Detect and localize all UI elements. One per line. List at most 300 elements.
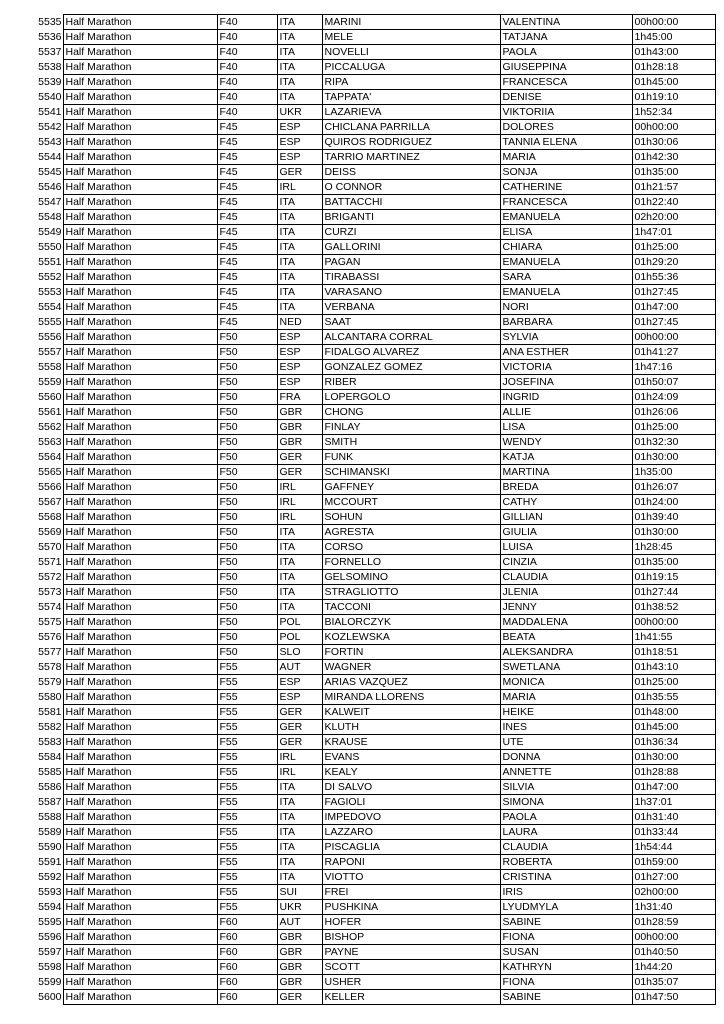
table-row [33,375,715,390]
nationality-cell: ITA [277,870,322,885]
table-row [33,915,715,930]
age-category-cell: F50 [217,465,277,480]
last-name-cell: BRIGANTI [322,210,500,225]
age-category-cell: F60 [217,975,277,990]
last-name-cell: FAGIOLI [322,795,500,810]
last-name-cell: VERBANA [322,300,500,315]
last-name-cell: MELE [322,30,500,45]
race-name-cell: Half Marathon [63,60,217,75]
last-name-cell: KRAUSE [322,735,500,750]
age-category-cell: F45 [217,255,277,270]
finish-time-cell: 01h27:00 [632,870,715,885]
finish-time-cell: 01h25:00 [632,675,715,690]
table-row [33,705,715,720]
race-name-cell: Half Marathon [63,240,217,255]
bib-number-cell: 5543 [38,136,62,148]
last-name-cell: SAAT [322,315,500,330]
nationality-cell: POL [277,615,322,630]
first-name-cell: CLAUDIA [500,840,632,855]
nationality-cell: ITA [277,585,322,600]
nationality-cell: NED [277,315,322,330]
race-name-cell: Half Marathon [63,645,217,660]
nationality-cell: ITA [277,540,322,555]
race-name-cell: Half Marathon [63,960,217,975]
bib-number-cell: 5578 [38,661,62,673]
bib-number-cell: 5579 [38,676,62,688]
table-row [33,240,715,255]
table-row [33,420,715,435]
finish-time-cell: 01h27:44 [632,585,715,600]
table-row [33,510,715,525]
nationality-cell: ESP [277,675,322,690]
race-name-cell: Half Marathon [63,795,217,810]
nationality-cell: GER [277,465,322,480]
race-name-cell: Half Marathon [63,150,217,165]
race-name-cell: Half Marathon [63,885,217,900]
table-row [33,540,715,555]
finish-time-cell: 02h20:00 [632,210,715,225]
race-name-cell: Half Marathon [63,435,217,450]
table-row [33,780,715,795]
first-name-cell: CLAUDIA [500,570,632,585]
nationality-cell: SUI [277,885,322,900]
age-category-cell: F55 [217,720,277,735]
age-category-cell: F55 [217,735,277,750]
first-name-cell: EMANUELA [500,210,632,225]
bib-number-cell: 5582 [38,721,62,733]
race-name-cell: Half Marathon [63,255,217,270]
last-name-cell: KOZLEWSKA [322,630,500,645]
age-category-cell: F55 [217,765,277,780]
last-name-cell: MARINI [322,15,500,30]
bib-number-cell: 5571 [38,556,62,568]
finish-time-cell: 01h22:40 [632,195,715,210]
table-row [33,855,715,870]
bib-number-cell: 5545 [38,166,62,178]
finish-time-cell: 00h00:00 [632,930,715,945]
last-name-cell: LAZARIEVA [322,105,500,120]
age-category-cell: F50 [217,525,277,540]
bib-number-cell: 5575 [38,616,62,628]
first-name-cell: LYUDMYLA [500,900,632,915]
finish-time-cell: 01h19:15 [632,570,715,585]
bib-number-cell: 5539 [38,76,62,88]
race-name-cell: Half Marathon [63,870,217,885]
age-category-cell: F55 [217,750,277,765]
last-name-cell: FUNK [322,450,500,465]
finish-time-cell: 01h35:07 [632,975,715,990]
nationality-cell: GBR [277,420,322,435]
age-category-cell: F55 [217,660,277,675]
bib-number-cell: 5573 [38,586,62,598]
age-category-cell: F50 [217,390,277,405]
table-row [33,315,715,330]
table-row [33,360,715,375]
finish-time-cell: 1h41:55 [632,630,715,645]
age-category-cell: F55 [217,705,277,720]
first-name-cell: CATHERINE [500,180,632,195]
first-name-cell: MONICA [500,675,632,690]
bib-number-cell: 5551 [38,256,62,268]
bib-number-cell: 5561 [38,406,62,418]
race-name-cell: Half Marathon [63,630,217,645]
last-name-cell: EVANS [322,750,500,765]
race-name-cell: Half Marathon [63,720,217,735]
race-name-cell: Half Marathon [63,300,217,315]
bib-number-cell: 5550 [38,241,62,253]
bib-number-cell: 5553 [38,286,62,298]
nationality-cell: ITA [277,285,322,300]
table-row [33,945,715,960]
first-name-cell: WENDY [500,435,632,450]
age-category-cell: F50 [217,615,277,630]
first-name-cell: SARA [500,270,632,285]
bib-number-cell: 5599 [38,976,62,988]
finish-time-cell: 01h47:00 [632,300,715,315]
nationality-cell: GBR [277,405,322,420]
age-category-cell: F45 [217,165,277,180]
race-name-cell: Half Marathon [63,570,217,585]
table-row [33,105,715,120]
table-row [33,555,715,570]
race-name-cell: Half Marathon [63,210,217,225]
race-name-cell: Half Marathon [63,135,217,150]
race-name-cell: Half Marathon [63,270,217,285]
age-category-cell: F40 [217,105,277,120]
nationality-cell: ITA [277,75,322,90]
age-category-cell: F45 [217,135,277,150]
results-rows [33,15,715,1005]
last-name-cell: KEALY [322,765,500,780]
race-name-cell: Half Marathon [63,990,217,1005]
bib-number-cell: 5559 [38,376,62,388]
table-row [33,795,715,810]
bib-number-cell: 5583 [38,736,62,748]
bib-number-cell: 5549 [38,226,62,238]
finish-time-cell: 01h30:00 [632,450,715,465]
last-name-cell: LOPERGOLO [322,390,500,405]
finish-time-cell: 1h54:44 [632,840,715,855]
age-category-cell: F55 [217,840,277,855]
last-name-cell: VARASANO [322,285,500,300]
last-name-cell: KALWEIT [322,705,500,720]
last-name-cell: AGRESTA [322,525,500,540]
nationality-cell: GER [277,990,322,1005]
last-name-cell: VIOTTO [322,870,500,885]
finish-time-cell: 01h29:20 [632,255,715,270]
finish-time-cell: 01h41:27 [632,345,715,360]
first-name-cell: FRANCESCA [500,195,632,210]
bib-number-cell: 5537 [38,46,62,58]
table-row [33,345,715,360]
bib-number-cell: 5563 [38,436,62,448]
last-name-cell: GAFFNEY [322,480,500,495]
nationality-cell: ITA [277,240,322,255]
finish-time-cell: 01h45:00 [632,75,715,90]
finish-time-cell: 1h52:34 [632,105,715,120]
first-name-cell: DONNA [500,750,632,765]
bib-number-cell: 5552 [38,271,62,283]
nationality-cell: ITA [277,270,322,285]
last-name-cell: CURZI [322,225,500,240]
nationality-cell: GER [277,720,322,735]
last-name-cell: LAZZARO [322,825,500,840]
age-category-cell: F55 [217,825,277,840]
finish-time-cell: 01h25:00 [632,240,715,255]
age-category-cell: F50 [217,405,277,420]
finish-time-cell: 1h31:40 [632,900,715,915]
finish-time-cell: 01h24:00 [632,495,715,510]
bib-number-cell: 5544 [38,151,62,163]
first-name-cell: MARIA [500,150,632,165]
nationality-cell: FRA [277,390,322,405]
nationality-cell: UKR [277,105,322,120]
age-category-cell: F40 [217,30,277,45]
race-name-cell: Half Marathon [63,750,217,765]
age-category-cell: F60 [217,960,277,975]
age-category-cell: F40 [217,15,277,30]
age-category-cell: F50 [217,345,277,360]
nationality-cell: IRL [277,750,322,765]
first-name-cell: ROBERTA [500,855,632,870]
bib-number-cell: 5562 [38,421,62,433]
race-name-cell: Half Marathon [63,345,217,360]
nationality-cell: ITA [277,795,322,810]
last-name-cell: TIRABASSI [322,270,500,285]
nationality-cell: ESP [277,150,322,165]
age-category-cell: F55 [217,795,277,810]
nationality-cell: GER [277,450,322,465]
age-category-cell: F45 [217,195,277,210]
nationality-cell: ITA [277,555,322,570]
last-name-cell: FORTIN [322,645,500,660]
age-category-cell: F50 [217,585,277,600]
finish-time-cell: 01h28:88 [632,765,715,780]
age-category-cell: F45 [217,210,277,225]
finish-time-cell: 01h43:10 [632,660,715,675]
finish-time-cell: 01h21:57 [632,180,715,195]
finish-time-cell: 01h42:30 [632,150,715,165]
first-name-cell: SILVIA [500,780,632,795]
race-name-cell: Half Marathon [63,315,217,330]
nationality-cell: ITA [277,45,322,60]
finish-time-cell: 01h35:55 [632,690,715,705]
table-row [33,30,715,45]
finish-time-cell: 01h27:45 [632,285,715,300]
last-name-cell: FORNELLO [322,555,500,570]
first-name-cell: SIMONA [500,795,632,810]
race-name-cell: Half Marathon [63,30,217,45]
race-name-cell: Half Marathon [63,585,217,600]
first-name-cell: ANA ESTHER [500,345,632,360]
nationality-cell: ESP [277,120,322,135]
race-name-cell: Half Marathon [63,825,217,840]
race-name-cell: Half Marathon [63,480,217,495]
finish-time-cell: 01h55:36 [632,270,715,285]
nationality-cell: ITA [277,525,322,540]
nationality-cell: GBR [277,960,322,975]
finish-time-cell: 1h28:45 [632,540,715,555]
first-name-cell: DOLORES [500,120,632,135]
nationality-cell: ITA [277,90,322,105]
finish-time-cell: 01h32:30 [632,435,715,450]
table-row [33,480,715,495]
last-name-cell: NOVELLI [322,45,500,60]
first-name-cell: MARTINA [500,465,632,480]
nationality-cell: ITA [277,60,322,75]
race-name-cell: Half Marathon [63,495,217,510]
nationality-cell: ITA [277,825,322,840]
last-name-cell: RAPONI [322,855,500,870]
age-category-cell: F60 [217,990,277,1005]
finish-time-cell: 1h47:16 [632,360,715,375]
age-category-cell: F55 [217,690,277,705]
first-name-cell: FIONA [500,975,632,990]
race-name-cell: Half Marathon [63,120,217,135]
age-category-cell: F50 [217,645,277,660]
nationality-cell: AUT [277,660,322,675]
table-row [33,840,715,855]
age-category-cell: F50 [217,360,277,375]
bib-number-cell: 5568 [38,511,62,523]
last-name-cell: BIALORCZYK [322,615,500,630]
first-name-cell: BEATA [500,630,632,645]
nationality-cell: SLO [277,645,322,660]
last-name-cell: BATTACCHI [322,195,500,210]
last-name-cell: TARRIO MARTINEZ [322,150,500,165]
race-name-cell: Half Marathon [63,105,217,120]
first-name-cell: JOSEFINA [500,375,632,390]
bib-number-cell: 5580 [38,691,62,703]
nationality-cell: GER [277,735,322,750]
table-row [33,390,715,405]
bib-number-cell: 5558 [38,361,62,373]
table-row [33,975,715,990]
last-name-cell: FINLAY [322,420,500,435]
first-name-cell: SABINE [500,915,632,930]
first-name-cell: SWETLANA [500,660,632,675]
age-category-cell: F60 [217,930,277,945]
last-name-cell: STRAGLIOTTO [322,585,500,600]
finish-time-cell: 01h40:50 [632,945,715,960]
table-row [33,810,715,825]
bib-number-cell: 5598 [38,961,62,973]
race-name-cell: Half Marathon [63,915,217,930]
race-name-cell: Half Marathon [63,165,217,180]
finish-time-cell: 01h33:44 [632,825,715,840]
last-name-cell: KELLER [322,990,500,1005]
race-name-cell: Half Marathon [63,285,217,300]
last-name-cell: FREI [322,885,500,900]
bib-number-cell: 5577 [38,646,62,658]
nationality-cell: ESP [277,375,322,390]
finish-time-cell: 00h00:00 [632,330,715,345]
table-row [33,750,715,765]
age-category-cell: F45 [217,240,277,255]
finish-time-cell: 01h25:00 [632,420,715,435]
last-name-cell: QUIROS RODRIGUEZ [322,135,500,150]
finish-time-cell: 01h30:00 [632,750,715,765]
race-name-cell: Half Marathon [63,540,217,555]
last-name-cell: DI SALVO [322,780,500,795]
table-row [33,120,715,135]
finish-time-cell: 02h00:00 [632,885,715,900]
table-row [33,75,715,90]
first-name-cell: CRISTINA [500,870,632,885]
age-category-cell: F55 [217,810,277,825]
table-row [33,735,715,750]
bib-number-cell: 5574 [38,601,62,613]
race-name-cell: Half Marathon [63,45,217,60]
table-row [33,450,715,465]
bib-number-cell: 5590 [38,841,62,853]
age-category-cell: F45 [217,270,277,285]
last-name-cell: BISHOP [322,930,500,945]
race-name-cell: Half Marathon [63,930,217,945]
age-category-cell: F55 [217,675,277,690]
bib-number-cell: 5584 [38,751,62,763]
age-category-cell: F50 [217,330,277,345]
finish-time-cell: 01h26:07 [632,480,715,495]
nationality-cell: ITA [277,195,322,210]
age-category-cell: F50 [217,375,277,390]
table-row [33,435,715,450]
finish-time-cell: 1h44:20 [632,960,715,975]
finish-time-cell: 00h00:00 [632,120,715,135]
race-name-cell: Half Marathon [63,855,217,870]
table-row [33,585,715,600]
race-name-cell: Half Marathon [63,945,217,960]
first-name-cell: UTE [500,735,632,750]
race-name-cell: Half Marathon [63,225,217,240]
bib-number-cell: 5600 [38,991,62,1003]
bib-number-cell: 5576 [38,631,62,643]
bib-number-cell: 5557 [38,346,62,358]
bib-number-cell: 5536 [38,31,62,43]
bib-number-cell: 5586 [38,781,62,793]
last-name-cell: GELSOMINO [322,570,500,585]
age-category-cell: F55 [217,870,277,885]
first-name-cell: TANNIA ELENA [500,135,632,150]
race-name-cell: Half Marathon [63,90,217,105]
race-name-cell: Half Marathon [63,75,217,90]
race-name-cell: Half Marathon [63,180,217,195]
bib-number-cell: 5591 [38,856,62,868]
age-category-cell: F55 [217,780,277,795]
last-name-cell: PAGAN [322,255,500,270]
age-category-cell: F50 [217,570,277,585]
nationality-cell: ESP [277,135,322,150]
first-name-cell: PAOLA [500,45,632,60]
first-name-cell: IRIS [500,885,632,900]
last-name-cell: RIPA [322,75,500,90]
finish-time-cell: 00h00:00 [632,615,715,630]
table-row [33,225,715,240]
bib-number-cell: 5581 [38,706,62,718]
first-name-cell: CHIARA [500,240,632,255]
finish-time-cell: 01h18:51 [632,645,715,660]
race-name-cell: Half Marathon [63,900,217,915]
bib-number-cell: 5596 [38,931,62,943]
finish-time-cell: 01h47:00 [632,780,715,795]
first-name-cell: SUSAN [500,945,632,960]
age-category-cell: F40 [217,90,277,105]
first-name-cell: SABINE [500,990,632,1005]
first-name-cell: SYLVIA [500,330,632,345]
age-category-cell: F50 [217,450,277,465]
finish-time-cell: 01h28:59 [632,915,715,930]
last-name-cell: DEISS [322,165,500,180]
